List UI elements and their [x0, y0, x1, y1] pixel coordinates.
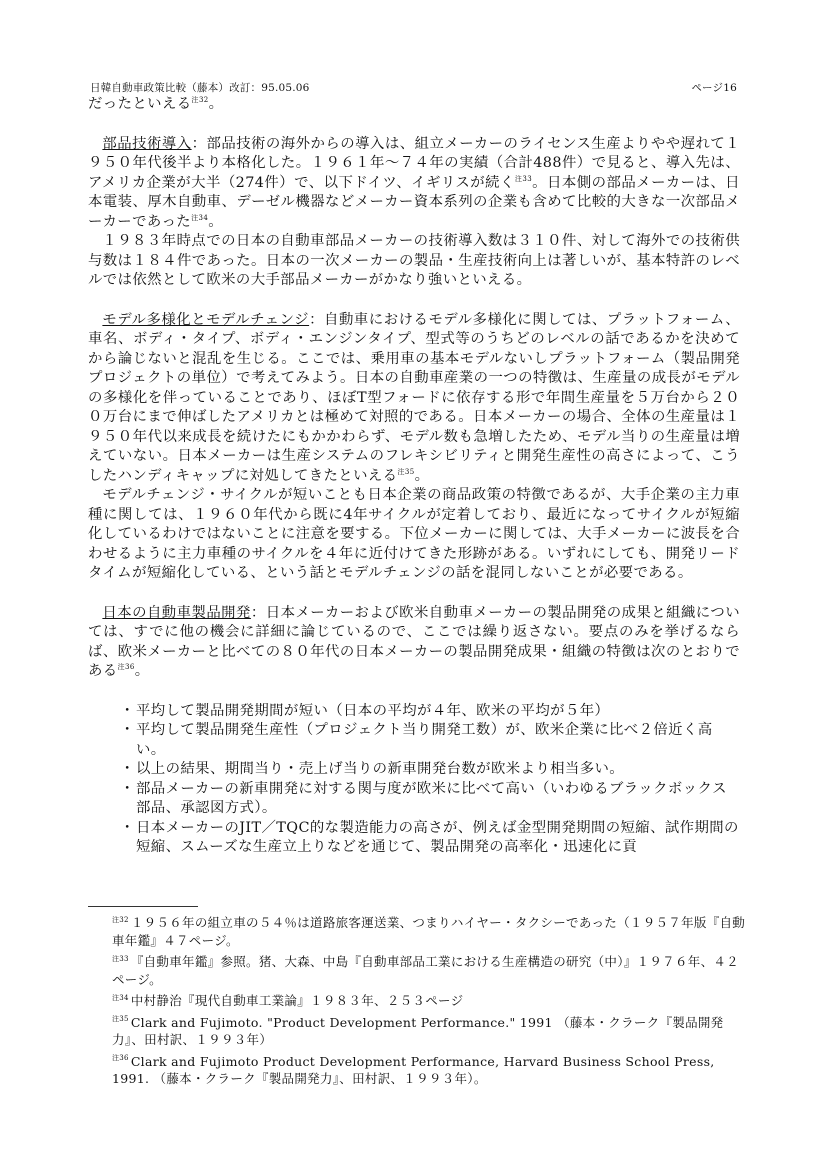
footnote: $^{注32}$ １９５６年の組立車の５４％は道路旅客運送業、つまりハイヤー・タクシーであった（１９５７年版『自動車年鑑』４７ページ。 [112, 915, 746, 948]
section-heading: 部品技術導入 [102, 135, 192, 152]
footnote-mark: 注34 [112, 993, 129, 1002]
footnote-ref: 注36 [117, 663, 135, 672]
header-title: 日韓自動車政策比較（藤本）改訂：95.05.06 [90, 82, 310, 94]
paragraph: １９８３年時点での日本の自動車部品メーカーの技術導入数は３１０件、対して海外での技術供与数は１８４件であった。日本の一次メーカーの製品・生産技術向上は著しいが、基本特許のレベルでは依然として欧米の大手部品メーカーがかなり強いといえる。 [88, 233, 740, 288]
carry-over-line: だったといえる$^{注32}$。 [88, 96, 224, 112]
list-item: ・ 平均して製品開発期間が短い（日本の平均が４年、欧米の平均が５年） [120, 702, 740, 722]
footnote-ref: 注34 [191, 213, 209, 222]
section-product-development: 日本の自動車製品開発：日本メーカーおよび欧米自動車メーカーの製品開発の成果と組織については、すでに他の機会に詳細に論じているので、ここでは繰り返さない。要点のみを挙げるならば、欧米メーカーと比べての８０年代の日本メーカーの製品開発成果・組織の特徴は次のとおりである$^{注36}$。 [88, 604, 740, 679]
body-text [88, 95, 740, 858]
footnote-mark: 注36 [112, 1054, 129, 1063]
page-header [90, 80, 737, 96]
list-item: ・ 以上の結果、期間当り・売上げ当りの新車開発台数が欧米より相当多い。 [120, 760, 740, 780]
feature-list [88, 702, 740, 858]
list-item: ・ 平均して製品開発生産性（プロジェクト当り開発工数）が、欧米企業に比べ２倍近く高い。 [120, 721, 740, 760]
footnote-ref: 注35 [397, 467, 415, 476]
footnote: $^{注36}$ Clark and Fujimoto Product Development Performance, Harvard Business School Press, 1991. （藤本・クラーク『製品開発力』、田村訳、１９９３年）。 [112, 1053, 715, 1086]
section-heading: 日本の自動車製品開発 [102, 604, 251, 621]
list-item: ・ 部品メーカーの新車開発に対する関与度が欧米に比べて高い（いわゆるブラックボックス部品、承認図方式）。 [120, 780, 740, 819]
footnote-mark: 注33 [112, 954, 129, 963]
footnote: $^{注33}$ 『自動車年鑑』参照。猪、大森、中島『自動車部品工業における生産構造の研究（中）』１９７６年、４２ページ。 [112, 954, 739, 987]
section-model-diversification: モデル多様化とモデルチェンジ：自動車におけるモデル多様化に関しては、プラットフォーム、車名、ボディ・タイプ、ボディ・エンジンタイプ、型式等のうちどのレベルの話であるかを決めてから論じないと混乱を生じる。ここでは、乗用車の基本モデルないしプラットフォーム（製品開発プロジェクトの単位）で考えてみよう。日本の自動車産業の一つの特徴は、生産量の成長がモデルの多様化を伴っていることであり、ほぼT型フォードに依存する形で年間生産量を５万台から２００万台にまで伸ばしたアメリカとは極めて対照的である。日本メーカーの場合、全体の生産量は１９５０年代以来成長を続けたにもかかわらず、モデル数も急増したため、モデル当りの生産量は増えていない。日本メーカーは生産システムのフレキシビリティと開発生産性の高さによって、こうしたハンディキャップに対処してきたといえる$^{注35}$。 [88, 311, 741, 484]
paragraph: モデルチェンジ・サイクルが短いことも日本企業の商品政策の特徴であるが、大手企業の主力車種に関しては、１９６０年代から既に4年サイクルが定着しており、最近になってサイクルが短縮化しているわけではないことに注意を要する。下位メーカーに関しては、大手メーカーに波長を合わせるように主力車種のサイクルを４年に近付けてきた形跡がある。いずれにしても、開発リードタイムが短縮化している、という話とモデルチェンジの話を混同しないことが必要である。 [88, 487, 740, 581]
footnote-divider [88, 906, 198, 907]
section-parts-technology: 部品技術導入：部品技術の海外からの導入は、組立メーカーのライセンス生産よりやや遅れて１９５０年代後半より本格化した。１９６１年〜７４年の実績（合計488件）で見ると、導入先は、アメリカ企業が大半（274件）で、以下ドイツ、イギリスが続く$^{注33}$。日本側の部品メーカーは、日本電装、厚木自動車、デーゼル機器などメーカー資本系列の企業も含めて比較的大きな一次部品メーカーであった$^{注34}$。 [88, 135, 740, 230]
footnote-ref: 注32 [191, 96, 209, 105]
footnote: $^{注35}$ Clark and Fujimoto. "Product Development Performance." 1991 （藤本・クラーク『製品開発力』、田村訳、１９９３年） [112, 1014, 724, 1047]
footnote-mark: 注35 [112, 1015, 129, 1024]
footnotes [88, 914, 748, 1092]
footnote-ref: 注33 [514, 174, 533, 183]
list-item: ・ 日本メーカーのJIT／TQC的な製造能力の高さが、例えば金型開発期間の短縮、試作期間の短縮、スムーズな生産立上りなどを通じて、製品開発の高率化・迅速化に貢 [120, 819, 740, 858]
page-number: ページ16 [691, 82, 737, 94]
section-heading: モデル多様化とモデルチェンジ [102, 311, 310, 328]
footnote: $^{注34}$ 中村静治『現代自動車工業論』１９８３年、２５３ページ [112, 993, 464, 1008]
footnote-mark: 注32 [112, 915, 129, 924]
